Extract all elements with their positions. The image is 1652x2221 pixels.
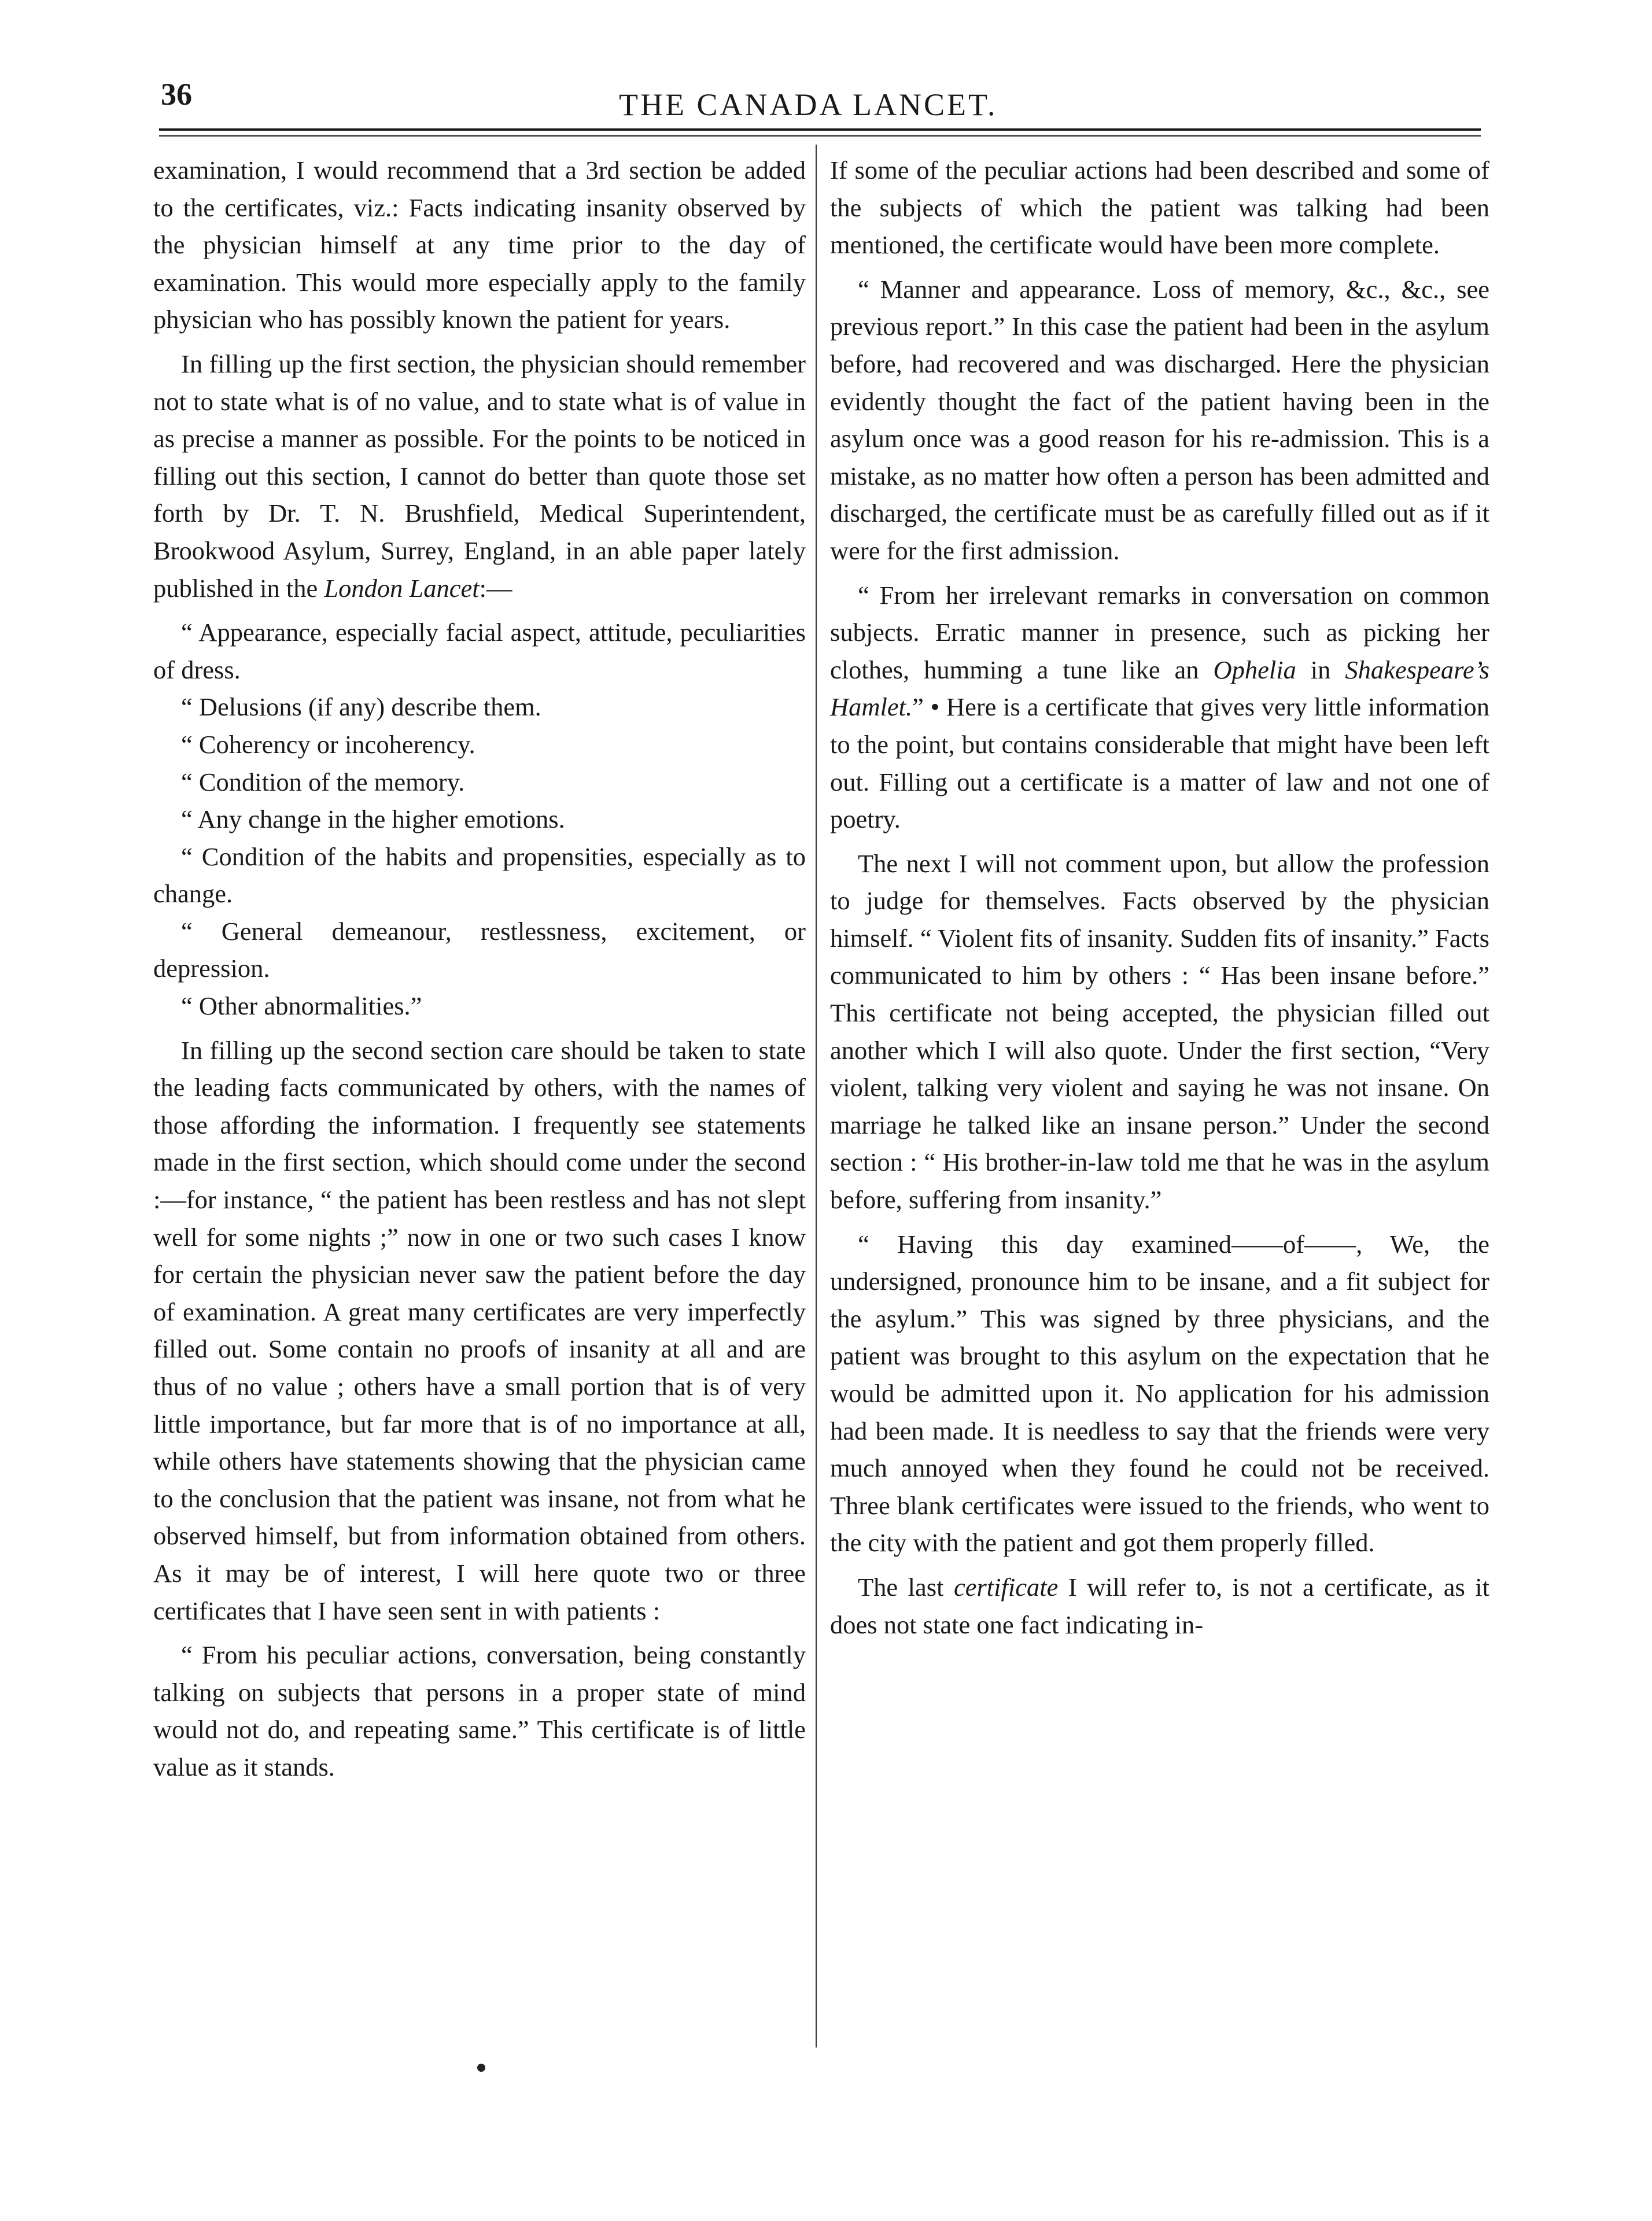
right-column <box>830 152 1489 1643</box>
paragraph: examination, I would recommend that a 3rd section be added to the certificates, viz.: Facts indicating insanity observed by the physician himself at any time prior to the day of examination. This would more especially apply to the family physician who has possibly known the patient for years. <box>153 156 806 334</box>
paragraph: “ Having this day examined——of——, We, the undersigned, pronounce him to be insane, and a fit subject for the asylum.” This was signed by three physicians, and the patient was brought to this asylum on the expectation that he would be admitted upon it. No application for his admission had been made. It is needless to say that the friends were very much annoyed when they found he could not be received. Three blank certificates were issued to the friends, who went to the city with the patient and got them properly filled. <box>830 1229 1489 1558</box>
italic-reference: London Lancet <box>324 573 480 603</box>
italic-reference: Shakespeare’s Hamlet. <box>830 655 1489 722</box>
italic-reference: certificate <box>953 1572 1059 1602</box>
paragraph: The next I will not comment upon, but allow the profession to judge for themselves. Facts observed by the physician himself. “ Violent fits of insanity. Sudden fits of insanity.” Facts communicated to him by others : “ Has been insane before.” This certificate not being accepted, the physician filled out another which I will also quote. Under the first section, “Very violent, talking very violent and saying he was not insane. On marriage he talked like an insane person.” Under the second section : “ His brother-in-law told me that he was in the asylum before, suffering from insanity.” <box>830 848 1489 1215</box>
paragraph: “ From his peculiar actions, conversation, being constantly talking on subjects that persons in a proper state of mind would not do, and repeating same.” This certificate is of little value as it stands. <box>153 1640 806 1781</box>
quote-item: “ Delusions (if any) describe them. <box>181 692 541 722</box>
column-divider <box>816 145 817 2047</box>
header-rule <box>159 128 1481 131</box>
running-title: THE CANADA LANCET. <box>619 87 998 122</box>
quote-item: “ Any change in the higher emotions. <box>181 805 565 834</box>
paragraph: The last certificate I will refer to, is not a certificate, as it does not state one fact indicating in- <box>830 1572 1489 1639</box>
ink-mark <box>477 2064 485 2072</box>
italic-reference: Ophelia <box>1213 655 1296 684</box>
paragraph: In filling up the second section care should be taken to state the leading facts communicated by others, with the names of those affording the information. I frequently see statements made in the first section, which should come under the second :—for instance, “ the patient has been restless and has not slept well for some nights ;” now in one or two such cases I know for certain the physician never saw the patient before the day of examination. A great many certificates are very imperfectly filled out. Some contain no proofs of insanity at all and are thus of no value ; others have a small portion that is of very little importance, but far more that is of no importance at all, while others have statements showing that the physician came to the conclusion that the patient was insane, not from what he observed himself, but from information obtained from others. As it may be of interest, I will here quote two or three certificates that I have seen sent in with patients : <box>153 1035 806 1625</box>
quote-item: “ General demeanour, restlessness, excitement, or depression. <box>153 916 806 983</box>
quote-item: “ Condition of the habits and propensities, especially as to change. <box>153 842 806 909</box>
quote-item: “ Condition of the memory. <box>181 767 465 796</box>
paragraph: If some of the peculiar actions had been described and some of the subjects of which the patient was talking had been mentioned, the certificate would have been more complete. <box>830 156 1489 260</box>
quote-item: “ Coherency or incoherency. <box>181 729 475 759</box>
quote-item: “ Other abnormalities.” <box>181 991 422 1021</box>
paragraph: “ From her irrelevant remarks in conversation on common subjects. Erratic manner in presence, such as picking her clothes, humming a tune like an Ophelia in Shakespeare’s Hamlet.” • Here is a certificate that gives very little information to the point, but contains considerable that might have been left out. Filling out a certificate is a matter of law and not one of poetry. <box>830 580 1489 834</box>
page-number: 36 <box>161 77 192 112</box>
header-rule-thin <box>159 135 1481 136</box>
paragraph: “ Manner and appearance. Loss of memory, &c., &c., see previous report.” In this case the patient had been in the asylum before, had recovered and was discharged. Here the physician evidently thought the fact of the patient having been in the asylum once was a good reason for his re-admission. This is a mistake, as no matter how often a person has been admitted and discharged, the certificate must be as carefully filled out as if it were for the first admission. <box>830 274 1489 565</box>
left-column <box>153 152 806 1786</box>
quote-item: “ Appearance, especially facial aspect, attitude, peculiarities of dress. <box>153 618 806 684</box>
paragraph: In filling up the first section, the physician should remember not to state what is of no value, and to state what is of value in as precise a manner as possible. For the points to be noticed in filling out this section, I cannot do better than quote those set forth by Dr. T. N. Brushfield, Medical Superintendent, Brookwood Asylum, Surrey, England, in an able paper lately published in the London Lancet:— <box>153 349 806 603</box>
